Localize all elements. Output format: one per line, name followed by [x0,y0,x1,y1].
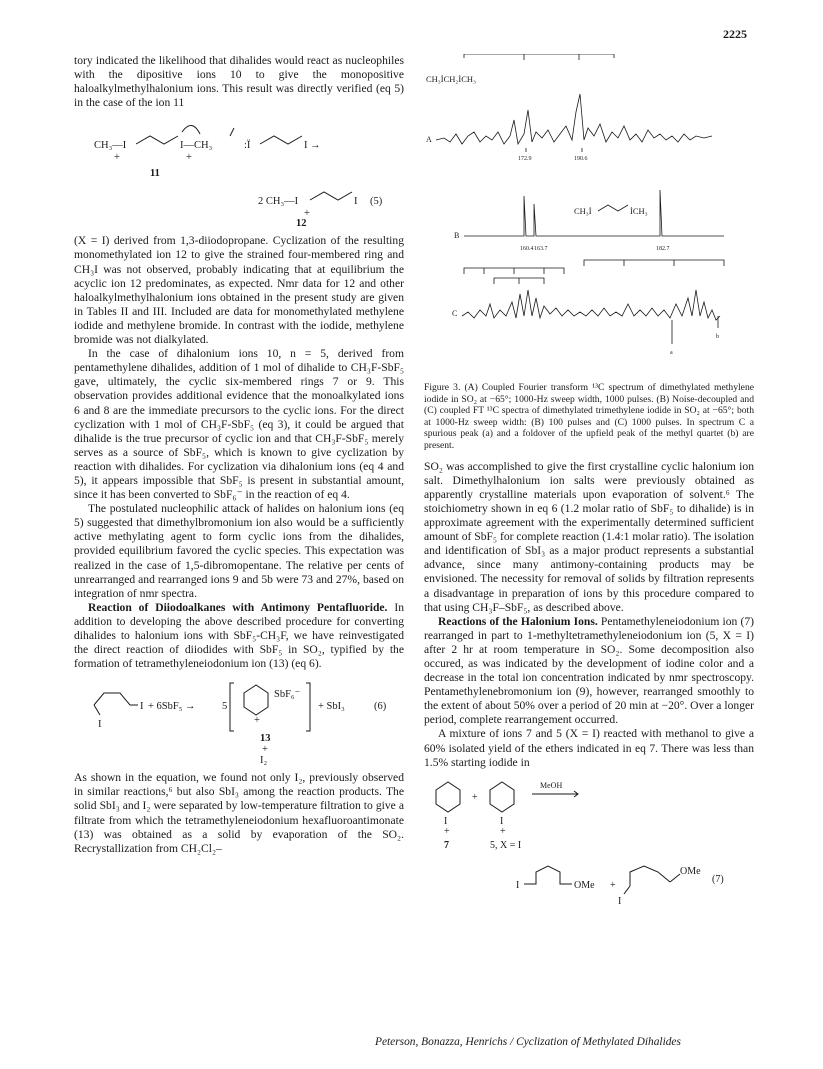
scheme-eq5 [74,116,404,228]
paragraph [424,615,754,728]
scheme-text: + [500,825,506,837]
equation-number: (6) [374,701,387,713]
scheme-eq7 [424,776,754,906]
scheme-text: SbF₆⁻ [274,689,301,701]
scheme-eq5-drawing [74,116,404,228]
paragraph-text: In addition to developing the above described procedure for converting dihalides to halonium ions with SbF₅-CH₃F, we have reinvestigated the direct reaction of diiodides with SbF₅ in SO₂, typified by the formation of tetramethyleneiodonium ion (13) (eq 6). [74,600,405,671]
figure-caption: Figure 3. (A) Coupled Fourier transform ¹³C spectrum of dimethylated methylene iodide in SO₂ at −65°; 1000-Hz sweep width, 1000 pulses. (B) Noise-decoupled and (C) coupled FT ¹³C spectra of dimethylated trimethylene iodide in SO₂ at −65°; both at 1000-Hz sweep width: (B) 100 pulses and (C) 1000 pulses. In spectrum C a spurious peak (a) and a foldover of the upfield peak of the methyl quartet (b) are present. [424,382,754,452]
scheme-eq7-drawing [424,776,754,906]
section-heading: Reaction of Diiodoalkanes with Antimony Pentafluoride. [88,600,388,614]
paragraph: The postulated nucleophilic attack of halides on halonium ions (eq 5) suggested that dimethylbromonium ion also would be a sufficiently active methylating agent to form cyclic ions from the dihalides, provided equilibrium favored the cyclic species. This expectation was realized in the case of 1,5-dibromopentane. The relative per cents of unrearranged and rearranged ions 9 and 5b were 73 and 27%, based on integration of nmr spectra. [74,502,404,600]
scheme-text: I [354,196,358,208]
scheme-text: I [444,815,448,827]
structure-label-b-end: İCH₃ [630,206,648,216]
scheme-text: I → [304,140,321,152]
scheme-text: I₂ [260,755,268,766]
scheme-text: OMe [680,865,701,877]
scheme-text: + [254,715,260,727]
scheme-text: I [98,719,102,731]
equation-number: (7) [712,873,724,885]
scheme-text: CH₃—I [94,140,127,152]
compound-label-5: 5, X = I [490,839,522,851]
scheme-text: I [516,879,520,891]
compound-label-13: 13 [260,733,271,745]
ppm-label: 160.4 [520,246,534,252]
scheme-text: I [500,815,504,827]
compound-label-7: 7 [444,839,449,851]
paragraph: SO₂ was accomplished to give the first crystalline cyclic halonium ion salt. Dimethylhalonium ion salts were previously obtained as apparently crystalline materials upon evaporation of solvent.⁶ The stoichiometry shown in eq 6 (1.2 molar ratio of SbF₅ to dihalide) is in approximate agreement with the experimentally determined sufficient amount of SbF₅ for complete reaction (1.4:1 molar ratio). The isolation and identification of SbI₃ as a major product represents a substantial advance, since many antimony-containing products may be envisioned. The necessity for removal of solids by filtration represents a disadvantage in preparation of ions by this procedure compared to that using CH₃F–SbF₅, as described above. [424,459,754,614]
section-heading: Reactions of the Halonium Ions. [438,614,598,628]
compound-label-12: 12 [296,218,307,229]
scheme-eq6 [74,677,404,765]
figure-3-spectra [424,54,754,374]
scheme-text: + SbI₃ [318,701,345,713]
paragraph: tory indicated the likelihood that dihalides would react as nucleophiles with the dipositive ions 10 to give the monopositive haloalkylmethylhalonium ions. This result was directly verified (eq 5) in the case of the ion 11 [74,54,404,110]
paragraph: As shown in the equation, we found not only I₂, previously observed in similar reactions,⁶ but also SbI₃ among the reaction products. The solid SbI₃ and I₂ were separated by low-temperature filtration to give a filtrate from which the tetramethyleneiodonium hexafluoroantimonate (13) was obtained as a solid by evaporation of the SO₂. Recrystallization from CH₂Cl₂– [74,771,404,855]
scheme-text: :Ï [244,140,251,152]
peak-label-a: a [670,350,673,356]
scheme-eq6-drawing [74,677,404,765]
ppm-label: 163.7 [534,246,548,252]
scheme-text: + [262,744,268,756]
scheme-text: + [304,208,310,220]
scheme-text: I [618,895,622,906]
equation-number: (5) [370,196,383,208]
ppm-label: 182.7 [656,246,670,252]
scheme-text: + [610,879,616,891]
structure-label-a: CH₃İCH₂İCH₃ [426,74,476,84]
scheme-text: OMe [574,879,595,891]
ppm-label: 172.9 [518,156,532,162]
right-column [424,54,754,912]
ppm-label: 190.6 [574,156,588,162]
scheme-text: I [140,701,144,713]
scheme-text: 2 CH₃—I [258,196,299,208]
spectrum-label-a: A [426,135,432,144]
paragraph-text: Pentamethyleneiodonium ion (7) rearranged in part to 1-methyltetramethyleneiodonium ion (5, X = I) after 2 hr at room temperature in SO₂. Some decomposition also occured, as was indicated by the development of iodine color and a decrease in the total ion concentration indicated by nmr spectroscopy. Pentamethylenebromonium ion (9), however, rearranged smoothly to the extent of about 50% over a period of 20 min at −20°. Over a longer period, complete rearrangement occurred. [424,614,754,727]
scheme-text: + [472,791,478,803]
structure-label-b: CH₃İ [574,206,592,216]
compound-label-11: 11 [150,168,160,180]
paragraph: (X = I) derived from 1,3-diiodopropane. Cyclization of the resulting monomethylated ion 12 to give the strained four-membered ring and CH₃I was not observed, probably indicating that at equilibrium the acyclic ion 12 predominates, as expected. Nmr data for 12 and other haloalkylmethylhalonium ions obtained in the present study are given in Tables II and III. Included are data for monomethylated methylene iodide and methylene bromide. In contrast with the iodide, methylene bromide was not dialkylated. [74,234,404,347]
scheme-text: + [186,152,192,164]
figure-3 [424,54,754,452]
paragraph: A mixture of ions 7 and 5 (X = I) reacted with methanol to give a 60% isolated yield of the ethers indicated in eq 7. There was less than 1.5% starting iodide in [424,727,754,769]
peak-label-b: b [716,334,719,340]
paragraph: In the case of dihalonium ions 10, n = 5, derived from pentamethylene dihalides, addition of 1 mol of dihalide to CH₃F-SbF₅ gave, ultimately, the cyclic six-membered rings 7 or 9. This observation provides additional evidence that the monoalkylated ions 6 and 8 are the immediate precursors to the cyclic ions. For the direct cyclization with 1 mol of CH₃F-SbF₅ (eq 3), it could be argued that dihalide is the true precursor of cyclic ion and that CH₃F-SbF₅ merely serves as a source of SbF₅, which is known to give cyclization by reaction with dihalides. For cyclization via dihalonium ions (eq 4 and 5), it appears impossible that SbF₅ is present in substantial amount, since it has been converted to SbF₆⁻ in the reaction of eq 4. [74,347,404,502]
scheme-text: + [444,825,450,837]
reagent-label: MeOH [540,780,563,790]
page-number: 2225 [723,27,747,41]
paragraph [74,601,404,671]
scheme-text: I—CH₃ [180,140,213,152]
scheme-text: 5 [222,701,228,713]
running-footer: Peterson, Bonazza, Henrichs / Cyclization of Methylated Dihalides [375,1036,681,1048]
scheme-text: + [114,152,120,164]
scheme-text: + 6SbF₅ → [148,701,196,713]
left-column [74,54,404,856]
spectrum-label-c: C [452,309,458,318]
spectrum-label-b: B [454,231,460,240]
